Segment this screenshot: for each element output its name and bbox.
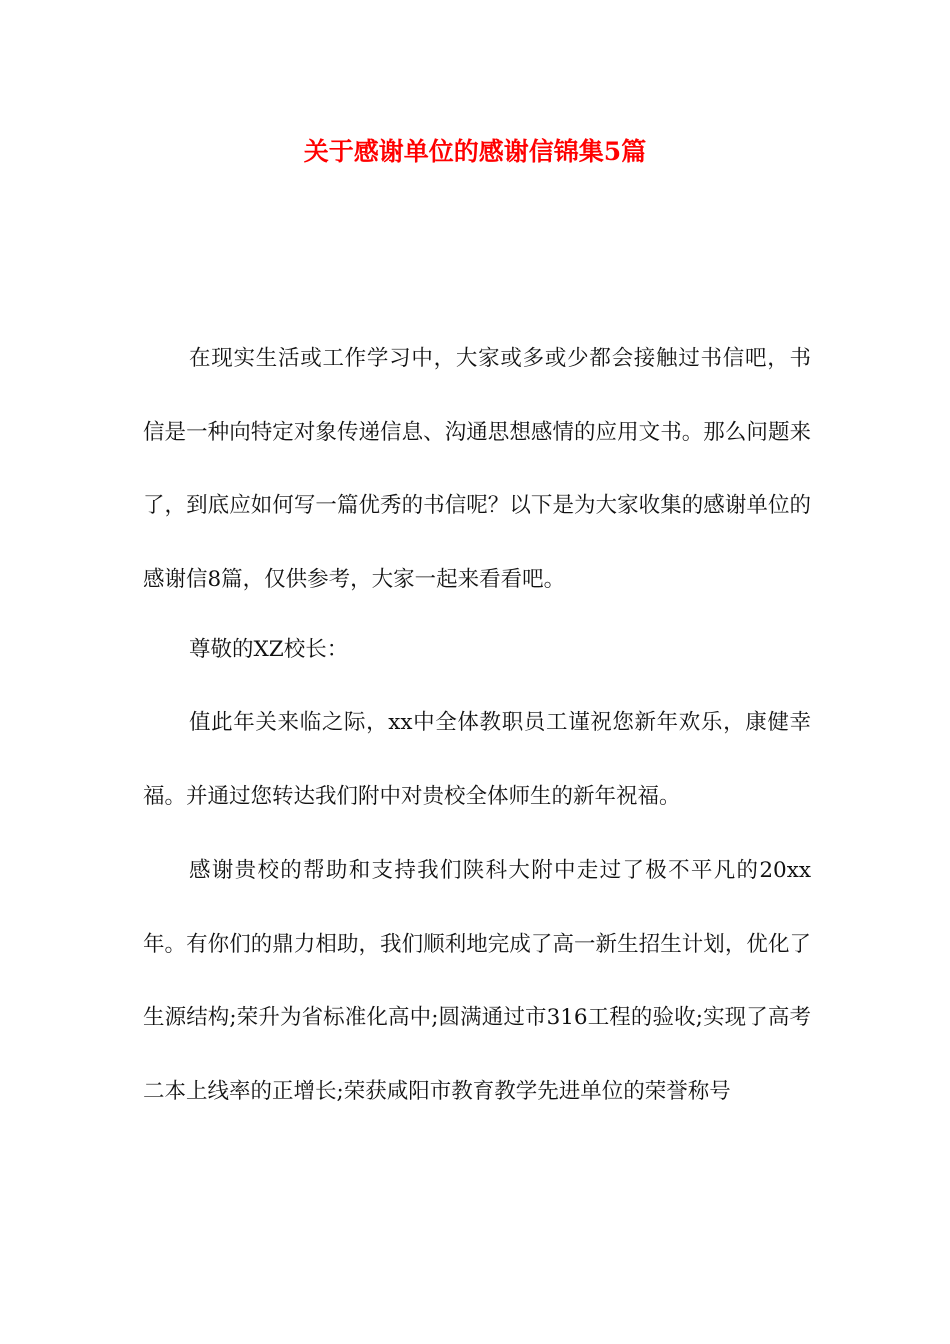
paragraph-thanks: 感谢贵校的帮助和支持我们陕科大附中走过了极不平凡的20xx年。有你们的鼎力相助，我们顺利地完成了高一新生招生计划，优化了生源结构;荣升为省标准化高中;圆满通过市316工程的验收;实现了高考二本上线率的正增长;荣获咸阳市教育教学先进单位的荣誉称号	[143, 858, 811, 1104]
paragraph-greeting: 值此年关来临之际，xx中全体教职员工谨祝您新年欢乐，康健幸福。并通过您转达我们附中对贵校全体师生的新年祝福。	[143, 710, 811, 809]
paragraph-salutation: 尊敬的XZ校长：	[189, 637, 349, 662]
paragraph-intro: 在现实生活或工作学习中，大家或多或少都会接触过书信吧，书信是一种向特定对象传递信息、沟通思想感情的应用文书。那么问题来了，到底应如何写一篇优秀的书信呢？以下是为大家收集的感谢单位的感谢信8篇，仅供参考，大家一起来看看吧。	[143, 346, 811, 592]
document-title: 关于感谢单位的感谢信锦集5篇	[303, 137, 647, 166]
